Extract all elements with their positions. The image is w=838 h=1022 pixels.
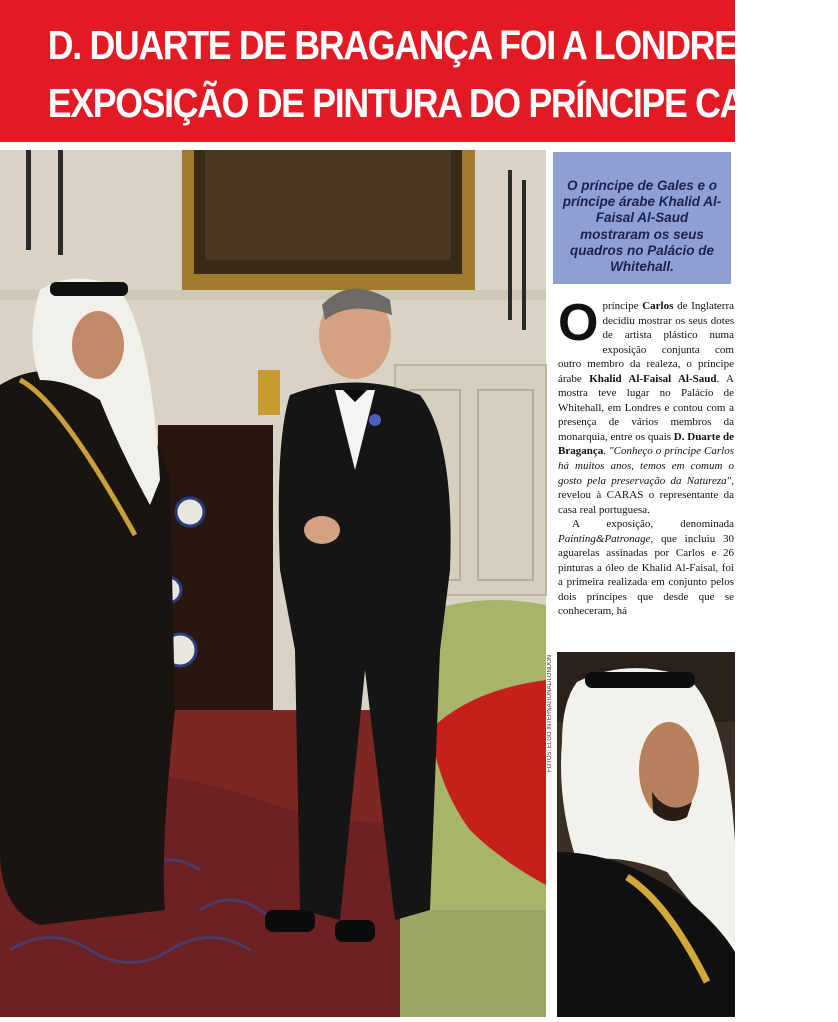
article-body bbox=[558, 294, 735, 619]
article-text: , revelou à CARAS o representante da casa real portuguesa. bbox=[558, 474, 734, 516]
headline-banner bbox=[0, 0, 838, 142]
divider bbox=[0, 142, 735, 150]
article-paragraph-2 bbox=[558, 517, 734, 619]
headline-line-2: EXPOSIÇÃO DE PINTURA DO PRÍNCIPE CARLOS bbox=[47, 80, 838, 126]
main-photo bbox=[0, 150, 546, 1017]
article-text: A exposição, denominada bbox=[572, 518, 734, 531]
article-text: de Inglaterra decidiu mostrar os seus dotes de artista plástico numa exposição conjunta com outro membro da realeza, o príncipe árabe bbox=[558, 300, 734, 385]
article-bold-name: D. Duarte de Bragança bbox=[558, 430, 734, 458]
article-quote: "Conheço o príncipe Carlos há muitos anos, temos em comum o gosto pela preservação da Natureza" bbox=[558, 445, 734, 487]
article-text: . A mostra teve lugar no Palácio de Whitehall, em Londres e contou com a presença de vários membros da monarquia, entre os quais bbox=[558, 372, 735, 443]
article-bold-name: Carlos bbox=[642, 300, 674, 312]
article-text: , que incluiu 30 aguarelas assinadas por Carlos e 26 pinturas a óleo de Khalid Al-Faisal, foi a primeira realizada em conjunto pelos dois príncipes que desde que se conheceram, há bbox=[558, 532, 734, 618]
inset-photo-illustration bbox=[557, 652, 735, 1017]
article-paragraph-1 bbox=[558, 294, 735, 517]
photo-credit: FOTOS: ELGO INTERNATIONAL/LONDON bbox=[547, 654, 553, 772]
drop-cap: O bbox=[558, 294, 599, 352]
article-text: . bbox=[603, 445, 610, 458]
main-photo-illustration bbox=[0, 150, 546, 1017]
inset-photo bbox=[557, 652, 735, 1017]
article-bold-name: Khalid Al-Faisal Al-Saud bbox=[589, 372, 717, 385]
photo-caption: O príncipe de Gales e o príncipe árabe Khalid Al-Faisal Al-Saud mostraram os seus quadros no Palácio de Whitehall. bbox=[553, 152, 731, 284]
headline-line-1: D. DUARTE DE BRAGANÇA FOI A LONDRES VER bbox=[47, 22, 838, 68]
article-text: príncipe bbox=[602, 300, 643, 312]
article-exhibition-title: Painting&Patronage bbox=[558, 532, 651, 545]
